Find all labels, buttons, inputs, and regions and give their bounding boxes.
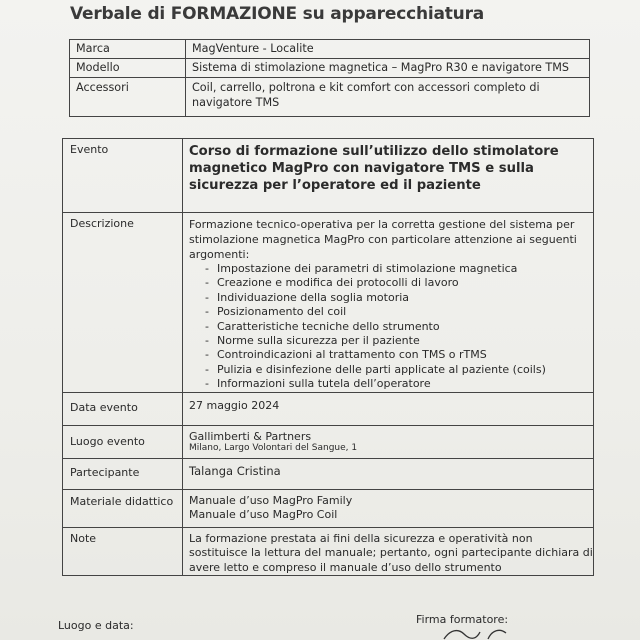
list-item: - Creazione e modifica dei protocolli di lavoro	[207, 276, 593, 290]
place-label: Luogo evento	[63, 425, 183, 458]
training-table	[62, 138, 594, 576]
list-item: - Pulizia e disinfezione delle parti applicate al paziente (coils)	[207, 363, 593, 377]
model-value: Sistema di stimolazione magnetica – MagPro R30 e navigatore TMS	[186, 59, 590, 78]
participant-label: Partecipante	[63, 458, 183, 489]
table-row	[63, 139, 594, 213]
table-row	[70, 78, 590, 117]
notes-value: La formazione prestata ai fini della sicurezza e operatività non sostituisce la lettura del manuale; pertanto, ogni partecipante dichiara di avere letto e compreso il manuale d’uso dello strumento	[183, 527, 594, 576]
table-row	[70, 59, 590, 78]
list-item: Manuale d’uso MagPro Family	[189, 493, 353, 507]
material-label: Materiale didattico	[63, 489, 183, 527]
brand-label: Marca	[70, 40, 186, 59]
document-title: Verbale di FORMAZIONE su apparecchiatura	[70, 4, 485, 24]
event-label: Evento	[63, 139, 183, 213]
list-item: - Individuazione della soglia motoria	[207, 291, 593, 305]
description-value	[183, 213, 594, 393]
description-label: Descrizione	[63, 213, 183, 393]
table-row	[63, 425, 594, 458]
table-row	[70, 40, 590, 59]
device-table	[69, 39, 590, 117]
brand-value: MagVenture - Localite	[186, 40, 590, 59]
date-value: 27 maggio 2024	[183, 392, 594, 425]
model-label: Modello	[70, 59, 186, 78]
list-item: - Norme sulla sicurezza per il paziente	[207, 334, 593, 348]
date-label: Data evento	[63, 392, 183, 425]
signature-mark	[440, 626, 530, 640]
topics-list	[189, 262, 593, 392]
table-row	[63, 489, 594, 527]
participant-value: Talanga Cristina	[183, 458, 594, 489]
accessories-label: Accessori	[70, 78, 186, 117]
place-value	[183, 425, 594, 458]
description-intro: Formazione tecnico-operativa per la corretta gestione del sistema per stimolazione magnetica MagPro con particolare attenzione ai seguenti argomenti:	[189, 218, 577, 261]
list-item: - Impostazione dei parametri di stimolazione magnetica	[207, 262, 593, 276]
material-value	[183, 489, 594, 527]
event-value: Corso di formazione sull’utilizzo dello stimolatore magnetico MagPro con navigatore TMS e sulla sicurezza per l’operatore ed il paziente	[183, 139, 594, 213]
table-row	[63, 213, 594, 393]
table-row	[63, 392, 594, 425]
signature-label: Firma formatore:	[416, 613, 509, 626]
list-item: Manuale d’uso MagPro Coil	[189, 507, 338, 521]
place-date-label: Luogo e data:	[58, 619, 134, 632]
list-item: - Controindicazioni al trattamento con TMS o rTMS	[207, 348, 593, 362]
accessories-value: Coil, carrello, poltrona e kit comfort con accessori completo di navigatore TMS	[186, 78, 590, 117]
place-name: Gallimberti & Partners	[189, 429, 312, 443]
table-row	[63, 458, 594, 489]
list-item: - Posizionamento del coil	[207, 305, 593, 319]
notes-label: Note	[63, 527, 183, 576]
list-item: - Informazioni sulla tutela dell’operatore	[207, 377, 593, 391]
table-row	[63, 527, 594, 576]
list-item: - Caratteristiche tecniche dello strumento	[207, 320, 593, 334]
place-address: Milano, Largo Volontari del Sangue, 1	[189, 442, 358, 453]
